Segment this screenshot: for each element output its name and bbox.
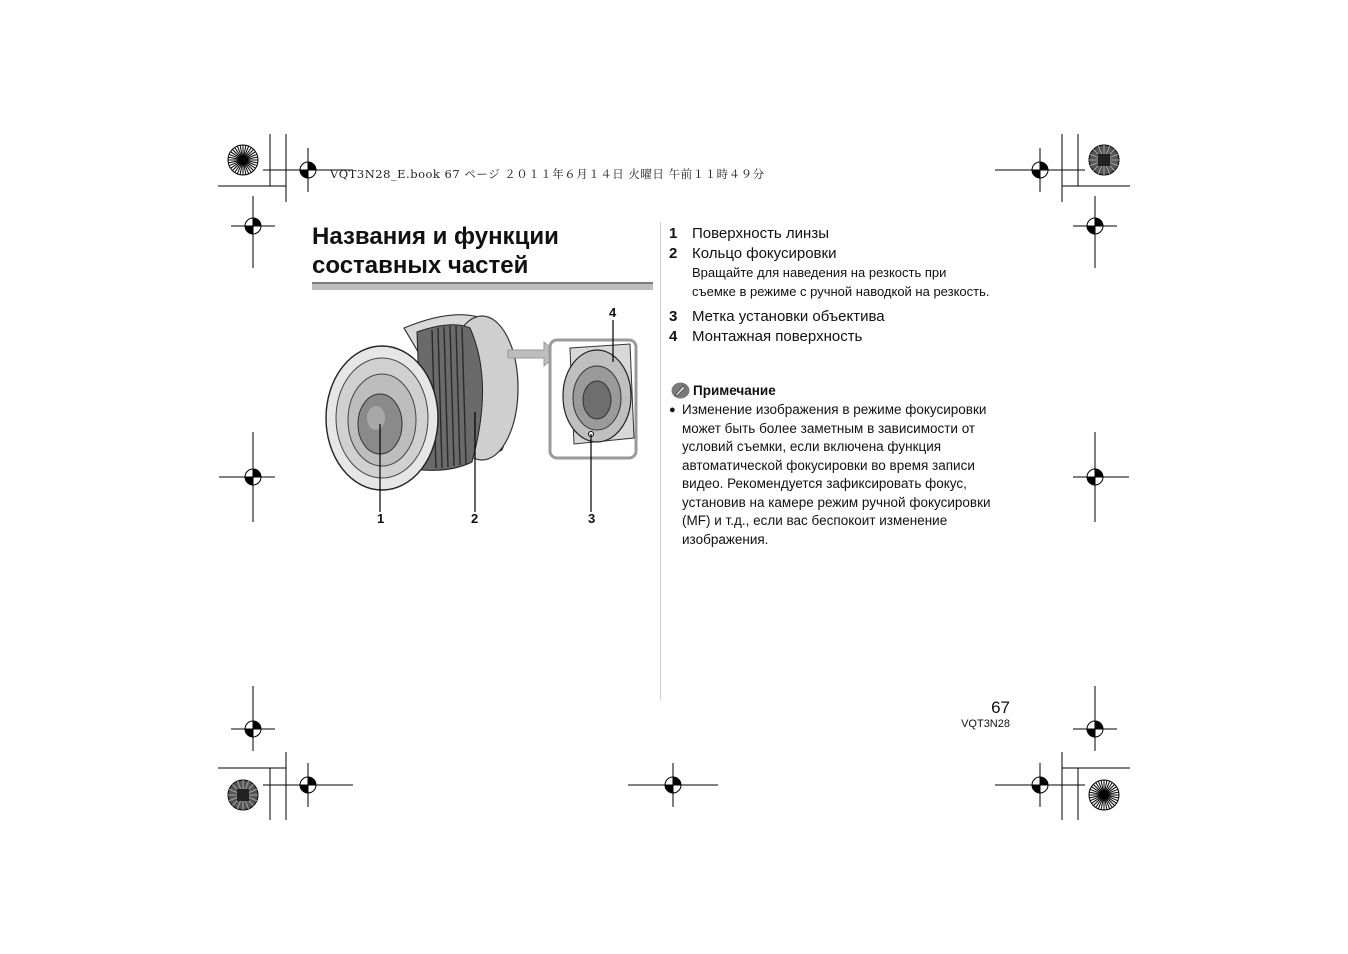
column-divider bbox=[660, 222, 661, 700]
pencil-icon bbox=[671, 382, 690, 399]
note-item: ● Изменение изображения в режиме фокусировки может быть более заметным в зависимости от условий съемки, если включена функция автоматической фокусировки во время записи видео. Рекомендуется зафиксировать фокус, установив на камере режим ручной фокусировки (MF) и т.д., если вас беспокоит изменение изображения. bbox=[669, 401, 999, 549]
parts-list bbox=[669, 224, 999, 347]
note-heading: Примечание bbox=[671, 382, 776, 399]
list-item-description: Вращайте для наведения на резкость при съемке в режиме с ручной наводкой на резкость. bbox=[692, 265, 990, 299]
callout-1: 1 bbox=[377, 511, 385, 526]
callout-2: 2 bbox=[471, 511, 479, 526]
page-number: 67 bbox=[991, 698, 1010, 717]
callout-4: 4 bbox=[609, 305, 617, 320]
bullet-icon: ● bbox=[669, 404, 676, 416]
title-underline bbox=[312, 282, 653, 290]
callout-3: 3 bbox=[588, 511, 596, 526]
list-item: 1 Поверхность линзы bbox=[669, 225, 829, 242]
list-item: 4 Монтажная поверхность bbox=[669, 328, 863, 345]
print-header: VQT3N28_E.book 67 ページ ２０１１年６月１４日 火曜日 午前１１時４９分 bbox=[330, 167, 765, 181]
model-code: VQT3N28 bbox=[961, 718, 1010, 730]
list-item: 2 Кольцо фокусировки bbox=[669, 245, 837, 262]
lens-illustration bbox=[312, 300, 657, 540]
list-item: 3 Метка установки объектива bbox=[669, 308, 885, 325]
page-title: Названия и функции составных частей bbox=[312, 223, 559, 279]
